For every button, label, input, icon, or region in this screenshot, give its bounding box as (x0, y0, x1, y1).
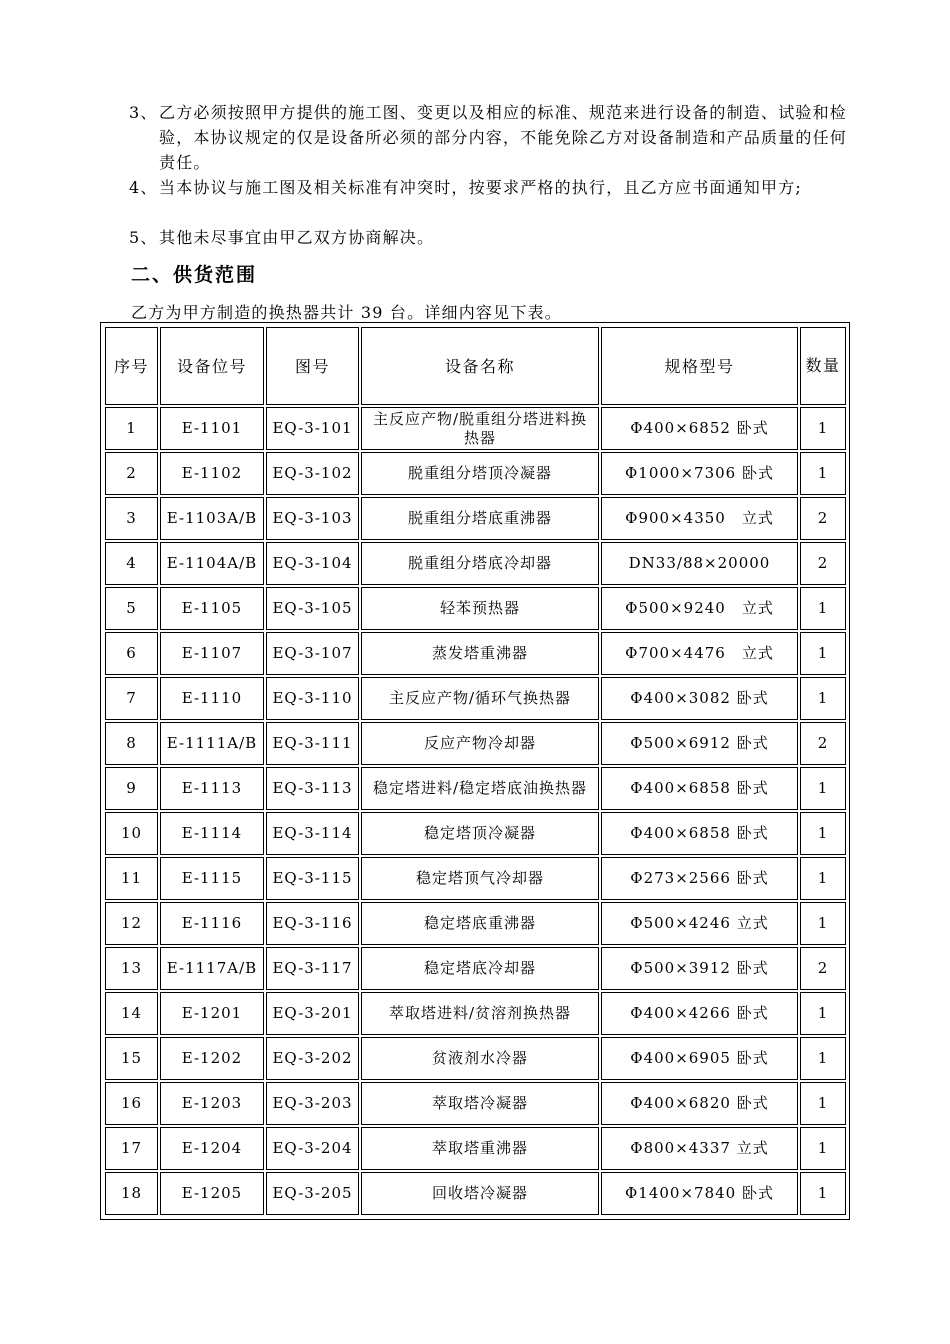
cell-equipment-name: 蒸发塔重沸器 (361, 632, 599, 675)
cell-tag: E-1111A/B (160, 722, 264, 765)
cell-drawing: EQ-3-104 (266, 542, 359, 585)
cell-index: 7 (105, 677, 158, 720)
cell-drawing: EQ-3-101 (266, 407, 359, 450)
cell-spec: Φ400×6820 卧式 (601, 1082, 798, 1125)
cell-quantity: 1 (800, 1127, 846, 1170)
cell-drawing: EQ-3-204 (266, 1127, 359, 1170)
table-row (105, 497, 846, 540)
cell-quantity: 1 (800, 767, 846, 810)
cell-drawing: EQ-3-111 (266, 722, 359, 765)
cell-spec: Φ1400×7840 卧式 (601, 1172, 798, 1215)
cell-tag: E-1101 (160, 407, 264, 450)
cell-tag: E-1201 (160, 992, 264, 1035)
cell-index: 12 (105, 902, 158, 945)
cell-drawing: EQ-3-117 (266, 947, 359, 990)
cell-spec: Φ900×4350 立式 (601, 497, 798, 540)
cell-drawing: EQ-3-110 (266, 677, 359, 720)
cell-index: 15 (105, 1037, 158, 1080)
cell-index: 14 (105, 992, 158, 1035)
table-row (105, 857, 846, 900)
table-body (105, 407, 846, 1215)
cell-drawing: EQ-3-105 (266, 587, 359, 630)
clause-text: 当本协议与施工图及相关标准有冲突时，按要求严格的执行，且乙方应书面通知甲方; (159, 178, 802, 197)
cell-tag: E-1205 (160, 1172, 264, 1215)
cell-quantity: 1 (800, 812, 846, 855)
table-row (105, 542, 846, 585)
cell-equipment-name: 稳定塔进料/稳定塔底油换热器 (361, 767, 599, 810)
intro-text: 乙方为甲方制造的换热器共计 39 台。详细内容见下表。 (131, 303, 562, 322)
cell-index: 1 (105, 407, 158, 450)
cell-index: 16 (105, 1082, 158, 1125)
cell-index: 2 (105, 452, 158, 495)
cell-quantity: 2 (800, 497, 846, 540)
cell-spec: Φ400×6905 卧式 (601, 1037, 798, 1080)
cell-index: 13 (105, 947, 158, 990)
table-row (105, 722, 846, 765)
cell-equipment-name: 稳定塔顶气冷却器 (361, 857, 599, 900)
cell-tag: E-1116 (160, 902, 264, 945)
table-row (105, 632, 846, 675)
cell-equipment-name: 稳定塔底重沸器 (361, 902, 599, 945)
cell-spec: Φ400×6852 卧式 (601, 407, 798, 450)
cell-equipment-name: 脱重组分塔顶冷凝器 (361, 452, 599, 495)
cell-spec: Φ400×6858 卧式 (601, 767, 798, 810)
cell-quantity: 2 (800, 542, 846, 585)
cell-drawing: EQ-3-115 (266, 857, 359, 900)
cell-equipment-name: 贫液剂水冷器 (361, 1037, 599, 1080)
cell-tag: E-1114 (160, 812, 264, 855)
header-spec: 规格型号 (601, 327, 798, 405)
cell-spec: Φ273×2566 卧式 (601, 857, 798, 900)
cell-quantity: 2 (800, 722, 846, 765)
cell-drawing: EQ-3-114 (266, 812, 359, 855)
cell-quantity: 1 (800, 677, 846, 720)
cell-spec: Φ400×3082 卧式 (601, 677, 798, 720)
cell-equipment-name: 脱重组分塔底冷却器 (361, 542, 599, 585)
cell-equipment-name: 稳定塔底冷却器 (361, 947, 599, 990)
cell-equipment-name: 萃取塔进料/贫溶剂换热器 (361, 992, 599, 1035)
cell-equipment-name: 萃取塔重沸器 (361, 1127, 599, 1170)
cell-tag: E-1113 (160, 767, 264, 810)
cell-index: 17 (105, 1127, 158, 1170)
cell-drawing: EQ-3-205 (266, 1172, 359, 1215)
cell-tag: E-1102 (160, 452, 264, 495)
table-row (105, 1127, 846, 1170)
equipment-table-frame (100, 322, 850, 1220)
cell-drawing: EQ-3-103 (266, 497, 359, 540)
cell-quantity: 1 (800, 407, 846, 450)
cell-spec: DN33/88×20000 (601, 542, 798, 585)
cell-equipment-name: 轻苯预热器 (361, 587, 599, 630)
cell-spec: Φ700×4476 立式 (601, 632, 798, 675)
table-row (105, 902, 846, 945)
header-equipment-name: 设备名称 (361, 327, 599, 405)
cell-drawing: EQ-3-113 (266, 767, 359, 810)
header-quantity: 数量 (800, 327, 846, 405)
clause-3 (129, 100, 864, 175)
cell-tag: E-1104A/B (160, 542, 264, 585)
cell-index: 10 (105, 812, 158, 855)
section-heading: 二、供货范围 (131, 264, 258, 286)
cell-index: 4 (105, 542, 158, 585)
cell-index: 6 (105, 632, 158, 675)
cell-equipment-name: 回收塔冷凝器 (361, 1172, 599, 1215)
cell-tag: E-1202 (160, 1037, 264, 1080)
cell-index: 11 (105, 857, 158, 900)
cell-drawing: EQ-3-102 (266, 452, 359, 495)
table-header-row (105, 327, 846, 405)
cell-spec: Φ500×3912 卧式 (601, 947, 798, 990)
clause-text: 其他未尽事宜由甲乙双方协商解决。 (159, 228, 435, 247)
equipment-table (103, 325, 848, 1217)
cell-spec: Φ500×4246 立式 (601, 902, 798, 945)
cell-tag: E-1115 (160, 857, 264, 900)
cell-equipment-name: 萃取塔冷凝器 (361, 1082, 599, 1125)
cell-equipment-name: 脱重组分塔底重沸器 (361, 497, 599, 540)
cell-spec: Φ1000×7306 卧式 (601, 452, 798, 495)
cell-index: 3 (105, 497, 158, 540)
table-row (105, 992, 846, 1035)
table-row (105, 947, 846, 990)
table-row (105, 407, 846, 450)
cell-tag: E-1110 (160, 677, 264, 720)
cell-tag: E-1107 (160, 632, 264, 675)
cell-drawing: EQ-3-202 (266, 1037, 359, 1080)
table-row (105, 677, 846, 720)
cell-spec: Φ500×9240 立式 (601, 587, 798, 630)
table-row (105, 1037, 846, 1080)
table-row (105, 767, 846, 810)
cell-quantity: 1 (800, 452, 846, 495)
cell-spec: Φ800×4337 立式 (601, 1127, 798, 1170)
header-tag: 设备位号 (160, 327, 264, 405)
cell-drawing: EQ-3-107 (266, 632, 359, 675)
cell-equipment-name: 主反应产物/循环气换热器 (361, 677, 599, 720)
table-row (105, 812, 846, 855)
cell-drawing: EQ-3-116 (266, 902, 359, 945)
clause-number: 4、 (129, 178, 158, 197)
cell-quantity: 1 (800, 587, 846, 630)
cell-tag: E-1103A/B (160, 497, 264, 540)
clause-number: 3、 (129, 103, 158, 122)
table-row (105, 1172, 846, 1215)
cell-quantity: 1 (800, 1172, 846, 1215)
table-row (105, 452, 846, 495)
cell-tag: E-1204 (160, 1127, 264, 1170)
clause-5 (129, 225, 864, 250)
cell-spec: Φ400×4266 卧式 (601, 992, 798, 1035)
cell-index: 18 (105, 1172, 158, 1215)
cell-drawing: EQ-3-203 (266, 1082, 359, 1125)
cell-tag: E-1203 (160, 1082, 264, 1125)
cell-quantity: 1 (800, 632, 846, 675)
cell-equipment-name: 稳定塔顶冷凝器 (361, 812, 599, 855)
cell-equipment-name: 反应产物冷却器 (361, 722, 599, 765)
cell-tag: E-1117A/B (160, 947, 264, 990)
table-row (105, 1082, 846, 1125)
cell-index: 5 (105, 587, 158, 630)
clause-4 (129, 175, 864, 200)
cell-quantity: 2 (800, 947, 846, 990)
header-drawing: 图号 (266, 327, 359, 405)
clause-text: 乙方必须按照甲方提供的施工图、变更以及相应的标准、规范来进行设备的制造、试验和检验，本协议规定的仅是设备所必须的部分内容，不能免除乙方对设备制造和产品质量的任何责任。 (159, 103, 848, 172)
cell-quantity: 1 (800, 1082, 846, 1125)
cell-quantity: 1 (800, 902, 846, 945)
header-index: 序号 (105, 327, 158, 405)
table-row (105, 587, 846, 630)
cell-quantity: 1 (800, 857, 846, 900)
cell-quantity: 1 (800, 992, 846, 1035)
cell-index: 9 (105, 767, 158, 810)
cell-spec: Φ400×6858 卧式 (601, 812, 798, 855)
clause-number: 5、 (129, 228, 158, 247)
cell-equipment-name: 主反应产物/脱重组分塔进料换热器 (361, 407, 599, 450)
cell-drawing: EQ-3-201 (266, 992, 359, 1035)
cell-tag: E-1105 (160, 587, 264, 630)
cell-index: 8 (105, 722, 158, 765)
cell-quantity: 1 (800, 1037, 846, 1080)
cell-spec: Φ500×6912 卧式 (601, 722, 798, 765)
